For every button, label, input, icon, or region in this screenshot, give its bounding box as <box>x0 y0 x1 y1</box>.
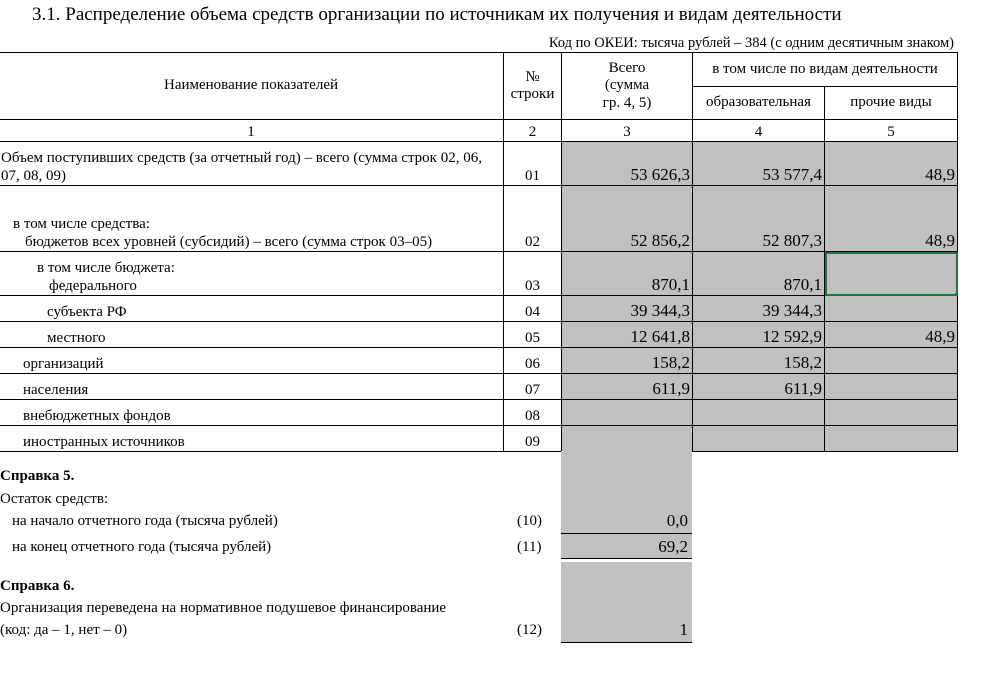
row-name: субъекта РФ <box>0 296 504 322</box>
ref6-text-line2: (код: да – 1, нет – 0) <box>0 622 128 638</box>
row-number: 09 <box>504 426 562 452</box>
ref5-start-value[interactable]: 0,0 <box>666 511 688 530</box>
header-educational: образовательная <box>693 87 825 120</box>
cell-total[interactable]: 611,9 <box>562 374 693 400</box>
row-number: 04 <box>504 296 562 322</box>
row-name: организаций <box>0 348 504 374</box>
ref5-end-number: (11) <box>517 539 542 555</box>
cell-educational[interactable]: 158,2 <box>693 348 825 374</box>
cell-other[interactable] <box>825 296 958 322</box>
col-number: 2 <box>504 120 562 142</box>
ref6-text-line1: Организация переведена на нормативное подушевое финансирование <box>0 600 447 616</box>
ref5-end-value[interactable]: 69,2 <box>658 537 688 556</box>
table-row <box>0 186 958 252</box>
row-number: 01 <box>504 142 562 186</box>
row-number: 06 <box>504 348 562 374</box>
ref5-end-label: на конец отчетного года (тысяча рублей) <box>12 539 272 555</box>
row-name: населения <box>0 374 504 400</box>
cell-educational[interactable] <box>693 400 825 426</box>
row-name: в том числе средства: бюджетов всех уровней (субсидий) – всего (сумма строк 03–05) <box>0 186 504 252</box>
cell-educational[interactable]: 39 344,3 <box>693 296 825 322</box>
col-number: 4 <box>693 120 825 142</box>
cell-other[interactable]: 48,9 <box>825 142 958 186</box>
cell-other-selected[interactable] <box>825 252 958 296</box>
distribution-table <box>0 52 958 452</box>
ref5-end-underline <box>561 558 692 559</box>
table-row <box>0 374 958 400</box>
cell-total[interactable]: 39 344,3 <box>562 296 693 322</box>
col-number: 1 <box>0 120 504 142</box>
cell-other[interactable] <box>825 426 958 452</box>
header-by-activity: в том числе по видам деятельности <box>693 53 958 87</box>
row-name: в том числе бюджета: федерального <box>0 252 504 296</box>
cell-educational[interactable]: 870,1 <box>693 252 825 296</box>
header-other: прочие виды <box>825 87 958 120</box>
table-row <box>0 252 958 296</box>
cell-total[interactable] <box>562 400 693 426</box>
table-row <box>0 426 958 452</box>
row-number: 02 <box>504 186 562 252</box>
row-name: Объем поступивших средств (за отчетный год) – всего (сумма строк 02, 06, 07, 08, 09) <box>0 142 504 186</box>
ref6-value[interactable]: 1 <box>679 620 688 639</box>
header-row-no: № строки <box>504 53 562 120</box>
cell-total[interactable]: 12 641,8 <box>562 322 693 348</box>
unit-note: Код по ОКЕИ: тысяча рублей – 384 (с одним десятичным знаком) <box>548 35 954 51</box>
row-number: 08 <box>504 400 562 426</box>
ref5-start-label: на начало отчетного года (тысяча рублей) <box>12 513 278 529</box>
ref5-start-number: (10) <box>517 513 542 529</box>
row-number: 07 <box>504 374 562 400</box>
row-name: внебюджетных фондов <box>0 400 504 426</box>
cell-total[interactable]: 53 626,3 <box>562 142 693 186</box>
table-row <box>0 142 958 186</box>
ref6-heading: Справка 6. <box>0 578 75 594</box>
cell-other[interactable]: 48,9 <box>825 186 958 252</box>
section-title: 3.1. Распределение объема средств организации по источникам их получения и видам деятельности <box>32 4 842 25</box>
cell-total[interactable]: 52 856,2 <box>562 186 693 252</box>
table-row <box>0 322 958 348</box>
row-number: 05 <box>504 322 562 348</box>
cell-total[interactable]: 158,2 <box>562 348 693 374</box>
table-row <box>0 296 958 322</box>
ref5-subheading: Остаток средств: <box>0 491 109 507</box>
header-name: Наименование показателей <box>0 53 504 120</box>
cell-other[interactable] <box>825 374 958 400</box>
ref5-heading: Справка 5. <box>0 468 75 484</box>
cell-educational[interactable] <box>693 426 825 452</box>
col-number: 5 <box>825 120 958 142</box>
row-name: местного <box>0 322 504 348</box>
cell-other[interactable]: 48,9 <box>825 322 958 348</box>
ref5-start-underline <box>561 533 692 534</box>
header-total: Всего (сумма гр. 4, 5) <box>562 53 693 120</box>
column-number-row <box>0 120 958 142</box>
table-row <box>0 348 958 374</box>
cell-educational[interactable]: 52 807,3 <box>693 186 825 252</box>
cell-total[interactable]: 870,1 <box>562 252 693 296</box>
cell-educational[interactable]: 611,9 <box>693 374 825 400</box>
cell-other[interactable] <box>825 400 958 426</box>
row-name: иностранных источников <box>0 426 504 452</box>
table-row <box>0 400 958 426</box>
cell-educational[interactable]: 12 592,9 <box>693 322 825 348</box>
col-number: 3 <box>562 120 693 142</box>
row-number: 03 <box>504 252 562 296</box>
cell-total[interactable] <box>562 426 693 452</box>
cell-other[interactable] <box>825 348 958 374</box>
ref6-underline <box>561 642 692 643</box>
cell-educational[interactable]: 53 577,4 <box>693 142 825 186</box>
ref6-number: (12) <box>517 622 542 638</box>
